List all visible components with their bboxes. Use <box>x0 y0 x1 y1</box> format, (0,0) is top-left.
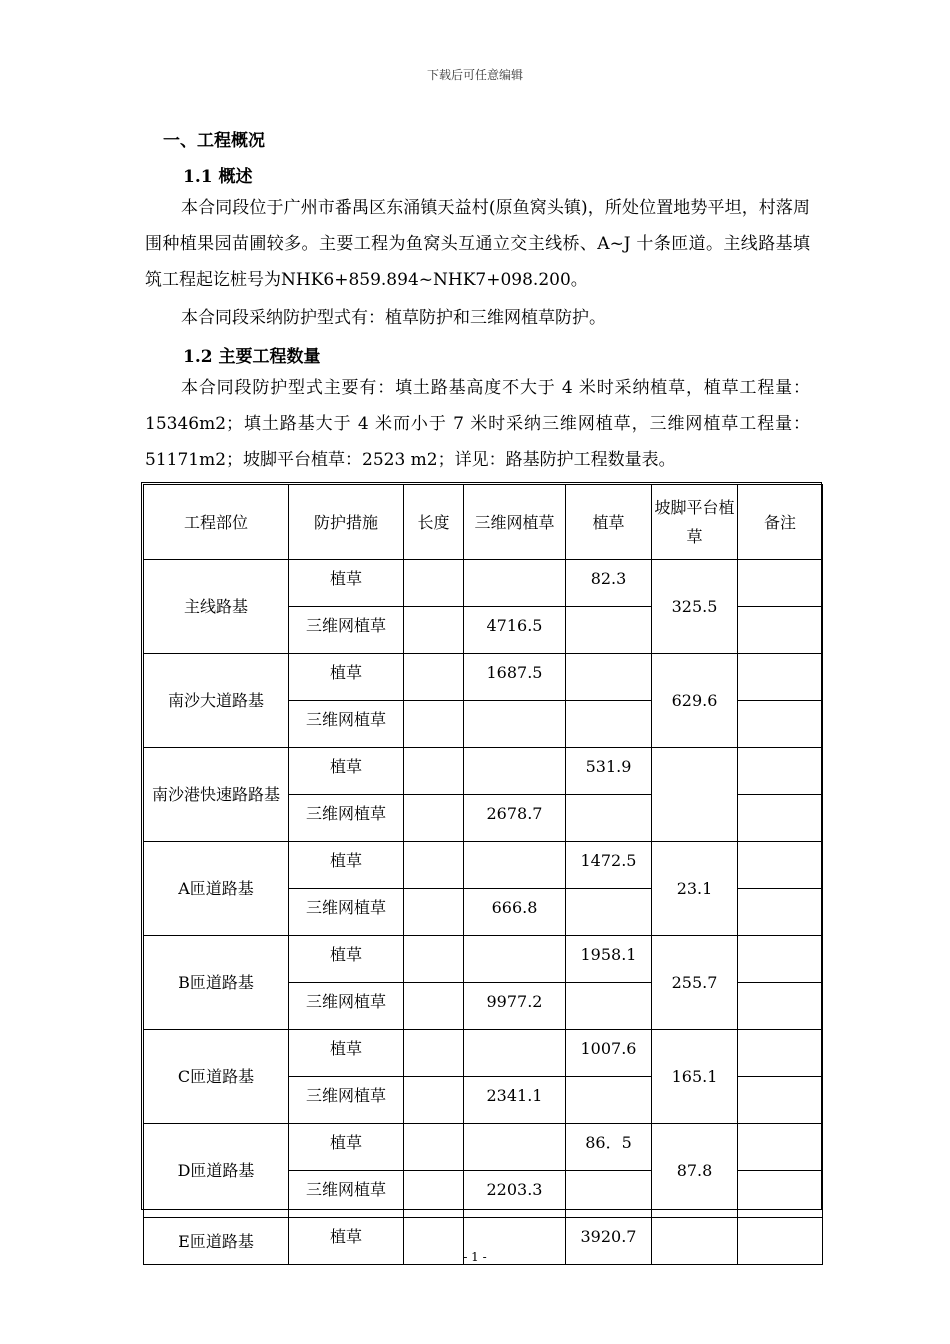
table-header-row <box>144 485 823 560</box>
measure-cell: 植草 <box>289 1030 404 1077</box>
note-cell <box>738 654 823 701</box>
length-cell <box>404 1077 464 1124</box>
measure-cell: 植草 <box>289 936 404 983</box>
part-cell: 主线路基 <box>144 560 289 654</box>
mesh-cell <box>464 701 566 748</box>
length-cell <box>404 889 464 936</box>
table-row <box>144 1124 823 1171</box>
mesh-cell: 9977.2 <box>464 983 566 1030</box>
note-cell <box>738 936 823 983</box>
platform-cell: 629.6 <box>652 654 738 748</box>
table-row <box>144 654 823 701</box>
table-row <box>144 560 823 607</box>
measure-cell: 三维网植草 <box>289 1077 404 1124</box>
page-header: 下载后可任意编辑 <box>426 68 523 82</box>
platform-cell: 165.1 <box>652 1030 738 1124</box>
table-row <box>144 748 823 795</box>
part-cell: 南沙港快速路路基 <box>144 748 289 842</box>
measure-cell: 植草 <box>289 1218 404 1265</box>
platform-cell: 23.1 <box>652 842 738 936</box>
length-cell <box>404 1030 464 1077</box>
table-row <box>144 842 823 889</box>
note-cell <box>738 889 823 936</box>
mesh-cell <box>464 1030 566 1077</box>
note-cell <box>738 560 823 607</box>
part-cell: C匝道路基 <box>144 1030 289 1124</box>
note-cell <box>738 1030 823 1077</box>
measure-cell: 三维网植草 <box>289 983 404 1030</box>
part-cell: B匝道路基 <box>144 936 289 1030</box>
protection-type-paragraph: 本合同段采纳防护型式有：植草防护和三维网植草防护。 <box>181 308 606 328</box>
measure-cell: 植草 <box>289 842 404 889</box>
part-cell: D匝道路基 <box>144 1124 289 1218</box>
mesh-cell <box>464 748 566 795</box>
measure-cell: 植草 <box>289 1124 404 1171</box>
mesh-cell <box>464 936 566 983</box>
length-cell <box>404 560 464 607</box>
length-cell <box>404 795 464 842</box>
note-cell <box>738 842 823 889</box>
quantities-paragraph: 本合同段防护型式主要有：填土路基高度不大于 4 米时采纳植草，植草工程量：15346m2；填土路基大于 4 米而小于 7 米时采纳三维网植草，三维网植草工程量：51171m2；坡脚平台植草：2523 m2；详见：路基防护工程数量表。 <box>145 378 810 470</box>
grass-cell <box>566 1077 652 1124</box>
note-cell <box>738 748 823 795</box>
grass-cell <box>566 983 652 1030</box>
measure-cell: 三维网植草 <box>289 795 404 842</box>
length-cell <box>404 748 464 795</box>
grass-cell: 1958.1 <box>566 936 652 983</box>
grass-cell <box>566 607 652 654</box>
subsection-overview: 1.1 概述 <box>183 167 253 187</box>
length-cell <box>404 1124 464 1171</box>
grass-cell <box>566 889 652 936</box>
section-title: 一、工程概况 <box>163 131 265 151</box>
length-cell <box>404 936 464 983</box>
subsection-quantities: 1.2 主要工程数量 <box>183 347 321 367</box>
measure-cell: 三维网植草 <box>289 607 404 654</box>
grass-cell <box>566 795 652 842</box>
table-row <box>144 1030 823 1077</box>
mesh-cell: 2203.3 <box>464 1171 566 1218</box>
mesh-cell: 2341.1 <box>464 1077 566 1124</box>
platform-cell: 325.5 <box>652 560 738 654</box>
note-cell <box>738 983 823 1030</box>
grass-cell <box>566 1171 652 1218</box>
header-cell: 植草 <box>566 485 652 560</box>
header-cell: 备注 <box>738 485 823 560</box>
note-cell <box>738 607 823 654</box>
mesh-cell: 2678.7 <box>464 795 566 842</box>
length-cell <box>404 983 464 1030</box>
header-cell: 三维网植草 <box>464 485 566 560</box>
note-cell <box>738 795 823 842</box>
measure-cell: 植草 <box>289 560 404 607</box>
note-cell <box>738 1124 823 1171</box>
measure-cell: 植草 <box>289 654 404 701</box>
note-cell <box>738 1171 823 1218</box>
mesh-cell <box>464 560 566 607</box>
header-cell: 坡脚平台植草 <box>652 485 738 560</box>
grass-cell: 3920.7 <box>566 1218 652 1265</box>
grass-cell: 1472.5 <box>566 842 652 889</box>
overview-paragraph: 本合同段位于广州市番禺区东涌镇天益村(原鱼窝头镇)，所处位置地势平坦，村落周围种植果园苗圃较多。主要工程为鱼窝头互通立交主线桥、A~J 十条匝道。主线路基填筑工程起讫桩号为NHK6+859.894~NHK7+098.200。 <box>145 198 810 290</box>
grass-cell: 1007.6 <box>566 1030 652 1077</box>
length-cell <box>404 701 464 748</box>
measure-cell: 三维网植草 <box>289 889 404 936</box>
platform-cell: 255.7 <box>652 936 738 1030</box>
mesh-cell: 1687.5 <box>464 654 566 701</box>
table-row <box>144 936 823 983</box>
grass-cell: 531.9 <box>566 748 652 795</box>
header-cell: 工程部位 <box>144 485 289 560</box>
length-cell <box>404 607 464 654</box>
length-cell <box>404 842 464 889</box>
measure-cell: 三维网植草 <box>289 701 404 748</box>
mesh-cell: 666.8 <box>464 889 566 936</box>
protection-quantity-table <box>143 484 823 1265</box>
part-cell: A匝道路基 <box>144 842 289 936</box>
length-cell <box>404 1171 464 1218</box>
measure-cell: 植草 <box>289 748 404 795</box>
grass-cell: 86．5 <box>566 1124 652 1171</box>
mesh-cell <box>464 1124 566 1171</box>
page-number: - 1 - <box>463 1250 487 1264</box>
header-cell: 防护措施 <box>289 485 404 560</box>
part-cell: E匝道路基 <box>144 1218 289 1265</box>
grass-cell: 82.3 <box>566 560 652 607</box>
grass-cell <box>566 701 652 748</box>
mesh-cell: 4716.5 <box>464 607 566 654</box>
grass-cell <box>566 654 652 701</box>
part-cell: 南沙大道路基 <box>144 654 289 748</box>
header-cell: 长度 <box>404 485 464 560</box>
platform-cell: 87.8 <box>652 1124 738 1218</box>
note-cell <box>738 1077 823 1124</box>
length-cell <box>404 654 464 701</box>
measure-cell: 三维网植草 <box>289 1171 404 1218</box>
note-cell <box>738 701 823 748</box>
mesh-cell <box>464 842 566 889</box>
platform-cell <box>652 748 738 842</box>
